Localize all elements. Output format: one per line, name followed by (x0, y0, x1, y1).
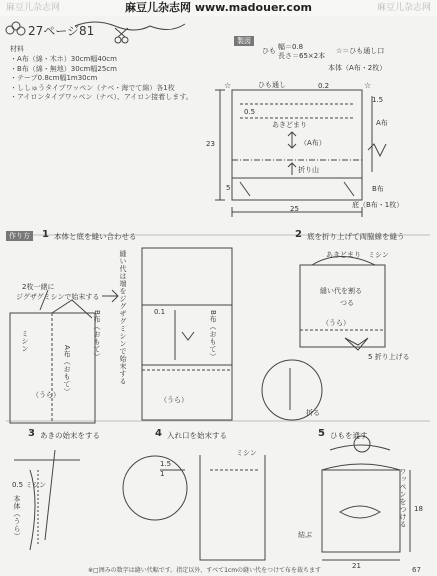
a-omote-label: A布（おもて） (63, 345, 71, 396)
material-item: ・テープ0.8cm幅1m30cm (10, 74, 98, 82)
step5-number: 5 (318, 428, 325, 439)
page-title: 27ページ81 (28, 24, 95, 38)
mishin-label: ミシン (21, 330, 29, 353)
step4-number: 4 (155, 428, 162, 439)
orimatsu-label: 折り山 (298, 166, 319, 174)
dim-a: A布 (376, 119, 388, 127)
dim-15: 1.5 (372, 96, 384, 104)
page-number: 67 (412, 566, 421, 574)
material-item: ・B布（綿・無地）30cm幅25cm (10, 64, 117, 73)
material-item: ・ししゅうタイプワッペン（ナベ・海でて綿）各1枚 (10, 83, 175, 92)
flower-icon (6, 22, 25, 35)
watermark-left: 麻豆儿杂志网 (6, 3, 61, 13)
akidomari-mishin: あきどまり ミシン (326, 251, 389, 259)
watermark-right: 麻豆儿杂志网 (376, 3, 431, 13)
svg-text:☆: ☆ (224, 81, 232, 90)
materials-list (10, 55, 193, 103)
b-omote-label: B布（おもて） (93, 310, 101, 361)
zigzag-note-2: ジグザグミシンで始末する (16, 293, 100, 301)
himo-spec: 幅＝0.8 (278, 43, 304, 51)
himotoshi-label: ひも通し (258, 81, 286, 89)
dim-18: 18 (414, 505, 423, 513)
dim-5: 5 (226, 184, 231, 192)
honntai-ura: 本体（うら） (13, 495, 21, 540)
himo-label: ひも (262, 47, 276, 55)
materials-heading: 材料 (10, 45, 24, 53)
musubu-label: 結ぶ (298, 531, 312, 539)
step3-detail (14, 450, 80, 550)
step5-title: ひもを通す (330, 431, 368, 440)
fold-label: 折る (306, 409, 320, 417)
step1-left-fabric (10, 290, 95, 423)
akidomari-label: あきどまり (272, 121, 307, 129)
step5-bag (322, 436, 410, 560)
step1-number: 1 (42, 229, 49, 240)
material-item: ・A布（綿・木ホ）30cm幅40cm (10, 55, 117, 63)
step2-number: 2 (295, 229, 302, 240)
step4-title: 入れ口を始末する (167, 431, 227, 440)
dim-15b: 1.5 (160, 460, 172, 468)
svg-text:☆: ☆ (364, 81, 372, 90)
fold-up-label: 5 折り上げる (368, 353, 410, 361)
step3-title: あきの始末をする (40, 431, 100, 440)
tsuru-label: つる (340, 299, 354, 307)
nuishiro-note: 縫い代は端をジグザグミシンで始末する (119, 250, 127, 385)
mishin-05: 0.5 ミシン (12, 481, 47, 489)
step2-title: 底を折り上げて両脇線を縫う (307, 232, 405, 241)
b-fabric-label: B布 (372, 185, 384, 193)
step1-title: 本体と底を縫い合わせる (54, 232, 137, 241)
dim-23: 23 (206, 140, 215, 148)
himo-spec2: 長さ＝65×2本 (278, 52, 326, 60)
watermark-main: 麻豆儿杂志网 www.madouer.com (125, 1, 312, 14)
mishin-4: ミシン (236, 449, 257, 457)
honntai-label: 本体（A布・2枚） (328, 64, 387, 72)
ura-label-2: （うら） (160, 396, 188, 404)
dim-1: 1 (160, 470, 165, 478)
a-fabric-label: （A布） (300, 139, 326, 147)
soko-label: 底（B布・1枚） (352, 201, 404, 209)
footnote: ※□囲みの数字は縫い代幅です。指定以外、すべて1cmの縫い代をつけて布を裁ちます (88, 567, 322, 574)
dim-02: 0.2 (318, 82, 330, 90)
zigzag-note-1: 2枚一緒に (22, 283, 55, 291)
pattern-diagram (215, 81, 386, 217)
wappen-label: ワッペンをつける (399, 468, 407, 528)
ura-label-3: （うら） (322, 319, 350, 327)
step2-bag (262, 257, 385, 421)
nuishiro-wari: 縫い代を割る (320, 287, 362, 295)
b-omote-label-2: B布（おもて） (209, 310, 217, 361)
diagram-tag: 製図 (234, 36, 254, 46)
step4-detail (123, 455, 265, 560)
dim-25: 25 (290, 205, 299, 213)
howto-tag: 作り方 (6, 231, 33, 241)
himo-note: ☆＝ひも通し口 (336, 47, 385, 55)
dim-05: 0.5 (244, 108, 256, 116)
dim-01: 0.1 (154, 308, 166, 316)
material-item: ・アイロンタイプワッペン（ナベ）、アイロン接着します。 (10, 93, 193, 101)
scissors-icon (115, 28, 128, 43)
step3-number: 3 (28, 428, 35, 439)
ura-label: （うら） (32, 391, 60, 399)
dim-21: 21 (352, 562, 361, 570)
